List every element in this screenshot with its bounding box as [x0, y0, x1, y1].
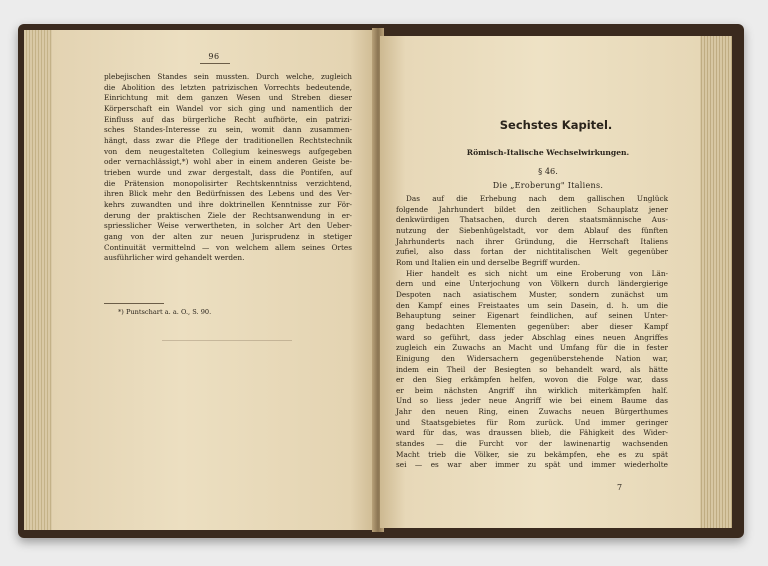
text-line: Continuität vermittelnd — von welchem allem seines Ortes	[104, 242, 352, 252]
text-line: nutzung der Siebenhügelstadt, vor dem Ablauf des fünften	[396, 225, 668, 235]
text-line: Rom und Italien ein und derselbe Begriff wurden.	[396, 257, 581, 267]
page-edges-right	[696, 36, 732, 528]
text-line: ward für das, was draussen blieb, die Fähigkeit des Wider-	[396, 428, 668, 438]
text-line: Einfluss auf das bürgerliche Recht aufhörte, ein patrizi-	[104, 114, 352, 124]
text-line: derung der praktischen Ziele der Rechtsanwendung in er-	[104, 210, 352, 220]
page-mark	[162, 340, 292, 341]
text-line: sches Standes-Interesse zu sein, womit dann zusammen-	[104, 125, 352, 135]
text-line: Und so liess jeder neue Angriff wie bei einem Baume das	[396, 396, 668, 406]
text-line: denkwürdigen Thatsachen, durch deren staatsmännische Aus-	[396, 215, 668, 225]
text-line: gang bedachten Elementen gegenüber: aber dieser Kampf	[396, 321, 668, 331]
text-line: trieben wurde und zwar dergestalt, dass die Pontifen, auf	[104, 167, 352, 177]
text-line: Jahr den neuen Ring, einen Zuwachs neuen Bürgerthumes	[396, 407, 668, 417]
section-subtitle: Die „Eroberung" Italiens.	[492, 181, 604, 190]
section-number: § 46.	[538, 166, 558, 176]
text-line: zugleich ein Zuwachs an Macht und Umfang für die in fester	[396, 343, 668, 353]
text-line: zufiel, also dass fortan der nichtitalischen Welt gegenüber	[396, 247, 668, 257]
text-line: oder vernachlässigt,*) wohl aber in einem anderen Geiste be-	[104, 157, 352, 167]
text-line: Despoten nach asiatischem Muster, sondern zunächst um	[396, 289, 668, 299]
text-line: den Kampf eines Freistaates um sein Dasein, d. h. um die	[396, 300, 668, 310]
text-line: Körperschaft ein Wandel vor sich ging und namentlich der	[104, 103, 352, 113]
text-line: indem ein Theil der Besiegten so behandelt ward, als hätte	[396, 364, 668, 374]
text-line: hängt, dass zwar die Pflege der traditionellen Rechtstechnik	[104, 135, 352, 145]
text-line: Macht trieb die Völker, sie zu bekämpfen, ehe es zu spät	[396, 449, 668, 459]
text-line: kehrs zuwandten und ihre doktrinellen Kenntnisse zur För-	[104, 199, 352, 209]
text-line: er den Sieg erkämpfen helfen, wovon die Folge war, dass	[396, 375, 668, 385]
left-page-body	[104, 72, 352, 264]
text-line: und Staatsgebietes für Rom zurück. Und immer geringer	[396, 417, 668, 427]
text-line: ausführlicher wird gehandelt werden.	[104, 253, 245, 263]
left-page-number: 96	[208, 52, 220, 61]
text-line: spriesslicher Weise verwertheten, in solcher Art den Ueber-	[104, 221, 352, 231]
text-line: von dem neugestalteten Collegium keineswegs aufgegeben	[104, 146, 352, 156]
text-line: Jahrhunderts nach ihrer Gründung, die Herrschaft Italiens	[396, 236, 668, 246]
text-line: Hier handelt es sich nicht um eine Eroberung von Län-	[406, 268, 668, 278]
chapter-title: Sechstes Kapitel.	[499, 118, 613, 132]
text-line: Das auf die Erhebung nach dem gallischen Unglück	[406, 194, 668, 203]
text-line: dern und eine Unterjochung von Völkern durch ländergierige	[396, 279, 668, 289]
page-number-rule	[200, 63, 230, 64]
right-page-body	[396, 194, 668, 471]
right-page	[380, 36, 700, 528]
text-line: er beim nächsten Angriff ihn wirklich miterkämpfen half.	[396, 385, 668, 395]
footnote-divider	[104, 303, 164, 304]
text-line: standes — die Furcht vor der lawinenartig wachsenden	[396, 439, 668, 449]
footnote: *) Puntschart a. a. O., S. 90.	[118, 308, 212, 316]
left-page	[52, 30, 376, 530]
section-heading: Römisch-Italische Wechselwirkungen.	[466, 148, 630, 157]
text-line: plebejischen Standes sein mussten. Durch welche, zugleich	[104, 72, 352, 81]
text-line: sei — es war aber immer zu spät und immer wiederholte	[396, 460, 668, 470]
text-line: die Abolition des letzten patrizischen Vorrechts bedeutende,	[104, 82, 352, 92]
text-line: ward so geführt, dass jeder Abschlag eines neuen Angriffes	[396, 332, 668, 342]
text-line: ihren Blick mehr den Bedürfnissen des Lebens und des Ver-	[104, 189, 352, 199]
text-line: folgende Jahrhundert bildet den zeitlichen Schauplatz jener	[396, 204, 668, 214]
text-line: Behauptung seiner Eigenart feindlichen, auf seinen Unter-	[396, 311, 668, 321]
right-page-number: 7	[617, 483, 623, 492]
text-line: die Prätension monopolisirter Rechtskenntniss verzichtend,	[104, 178, 352, 188]
text-line: Einigung den Widersachern gegenüberstehende Nation war,	[396, 353, 668, 363]
text-line: gang von der alten zur neuen Jurisprudenz in stetiger	[104, 231, 352, 241]
text-line: Einrichtung mit dem ganzen Wesen und Streben dieser	[104, 93, 352, 103]
